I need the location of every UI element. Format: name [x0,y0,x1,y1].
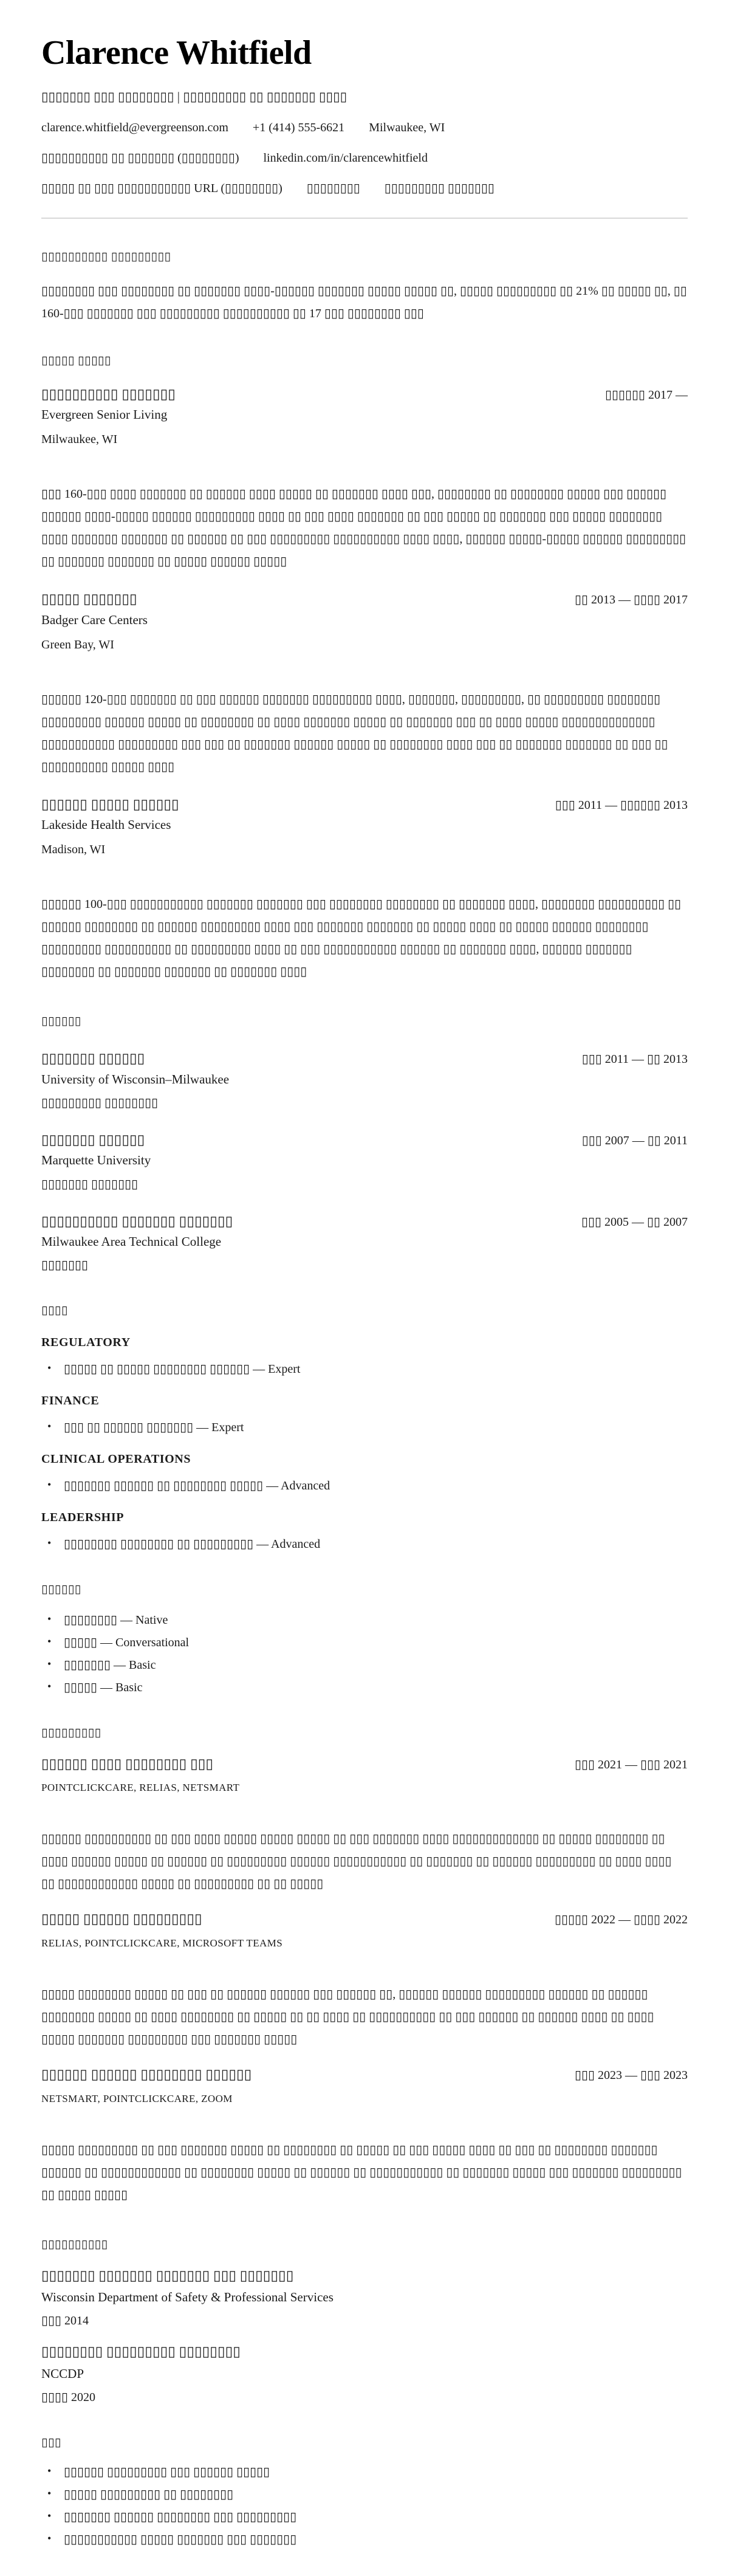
language-item-1: • ▯▯▯▯▯▯▯▯ — Native [41,1613,688,1627]
job-entry-3 [41,797,688,984]
project-2-dates: ▯▯▯▯▯ 2022 — ▯▯▯▯ 2022 [554,1913,688,1927]
education-3-header [41,1214,688,1229]
skill-category-leadership: LEADERSHIP [41,1510,125,1524]
language-item-4: • ▯▯▯▯▯ — Basic [41,1680,688,1695]
project-3-title: ▯▯▯▯▯▯ ▯▯▯▯▯▯ ▯▯▯▯▯▯▯▯ ▯▯▯▯▯▯ [41,2067,252,2083]
job-2-location: Green Bay, WI [41,637,114,651]
project-3-tools: NETSMART, POINTCLICKCARE, ZOOM [41,2092,233,2104]
contact-row-3 [41,181,688,196]
education-section-heading: ▯▯▯▯▯▯ [41,1015,81,1028]
education-2-degree: ▯▯▯▯▯▯▯ ▯▯▯▯▯▯ [41,1132,145,1147]
project-3-dates: ▯▯▯ 2023 — ▯▯▯ 2023 [574,2069,688,2083]
job-1-description: ▯▯▯ 160-▯▯▯ ▯▯▯▯ ▯▯▯▯▯▯▯ ▯▯ ▯▯▯▯▯▯ ▯▯▯▯ ▯▯▯▯▯ ▯▯ ▯▯▯▯▯▯▯ ▯▯▯▯ ▯▯▯, ▯▯▯▯▯▯▯▯ ▯▯ ▯▯▯▯▯▯▯▯ ▯▯▯▯▯ ▯▯▯ ▯▯▯▯▯▯ ▯▯▯▯▯▯ ▯▯▯▯-▯▯▯▯▯ ▯▯▯▯▯▯ ▯▯▯▯▯▯▯▯▯ ▯▯▯▯ ▯▯ ▯▯▯ ▯▯▯▯ ▯▯▯▯▯▯▯ ▯▯ ▯▯▯ ▯▯▯▯▯ ▯▯ ▯▯▯▯▯▯▯ ▯▯▯ ▯▯▯▯▯ ▯▯▯▯▯▯▯▯ ▯▯▯▯ ▯▯▯▯▯▯▯ ▯▯▯▯▯▯▯ ▯▯ ▯▯▯▯▯▯ ▯▯ ▯▯▯ ▯▯▯▯▯▯▯▯▯ ▯▯▯▯▯▯▯▯▯▯ ▯▯▯▯ ▯▯▯▯, ▯▯▯▯▯▯ ▯▯▯▯▯-▯▯▯▯▯ ▯▯▯▯▯▯ ▯▯▯▯▯▯▯▯▯ ▯▯ ▯▯▯▯▯▯▯ ▯▯▯▯▯▯▯ ▯▯ ▯▯▯▯▯ ▯▯▯▯▯▯ ▯▯▯▯▯ [41,487,686,569]
other-section-heading: ▯▯▯ [41,2436,61,2450]
project-entry-2 [41,1911,688,2051]
linkedin-url: linkedin.com/in/clarencewhitfield [263,151,428,165]
languages-list [41,1613,688,1695]
skill-item-clinical-operations: • ▯▯▯▯▯▯▯ ▯▯▯▯▯▯ ▯▯ ▯▯▯▯▯▯▯▯ ▯▯▯▯▯ — Advanced [41,1479,688,1493]
job-2-description: ▯▯▯▯▯▯ 120-▯▯▯ ▯▯▯▯▯▯▯ ▯▯ ▯▯▯ ▯▯▯▯▯▯ ▯▯▯▯▯▯▯ ▯▯▯▯▯▯▯▯▯ ▯▯▯▯, ▯▯▯▯▯▯▯, ▯▯▯▯▯▯▯▯▯, ▯▯ ▯▯▯▯▯▯▯▯▯ ▯▯▯▯▯▯▯▯ ▯▯▯▯▯▯▯▯▯ ▯▯▯▯▯▯ ▯▯▯▯▯ ▯▯ ▯▯▯▯▯▯▯▯ ▯▯ ▯▯▯▯ ▯▯▯▯▯▯▯ ▯▯▯▯▯ ▯▯ ▯▯▯▯▯▯▯ ▯▯▯ ▯▯ ▯▯▯▯ ▯▯▯▯▯ ▯▯▯▯▯▯▯▯▯▯▯▯▯▯ ▯▯▯▯▯▯▯▯▯▯▯ ▯▯▯▯▯▯▯▯▯ ▯▯▯ ▯▯▯ ▯▯ ▯▯▯▯▯▯▯ ▯▯▯▯▯▯ ▯▯▯▯▯ ▯▯ ▯▯▯▯▯▯▯▯ ▯▯▯▯ ▯▯▯ ▯▯ ▯▯▯▯▯▯▯ ▯▯▯▯▯▯▯ ▯▯ ▯▯▯ ▯▯ ▯▯▯▯▯▯▯▯▯▯ ▯▯▯▯▯ ▯▯▯▯ [41,692,668,774]
other-item-4: • ▯▯▯▯▯▯▯▯▯▯▯ ▯▯▯▯▯ ▯▯▯▯▯▯▯ ▯▯▯ ▯▯▯▯▯▯▯ [41,2532,688,2547]
education-3-note: ▯▯▯▯▯▯▯ [41,1259,89,1273]
education-2-school: Marquette University [41,1153,151,1168]
job-3-description: ▯▯▯▯▯▯ 100-▯▯▯ ▯▯▯▯▯▯▯▯▯▯▯ ▯▯▯▯▯▯▯ ▯▯▯▯▯▯▯ ▯▯▯ ▯▯▯▯▯▯▯▯ ▯▯▯▯▯▯▯▯ ▯▯ ▯▯▯▯▯▯▯ ▯▯▯▯, ▯▯▯▯▯▯▯▯ ▯▯▯▯▯▯▯▯▯▯ ▯▯ ▯▯▯▯▯▯ ▯▯▯▯▯▯▯▯ ▯▯ ▯▯▯▯▯▯ ▯▯▯▯▯▯▯▯▯ ▯▯▯▯ ▯▯▯ ▯▯▯▯▯▯▯ ▯▯▯▯▯▯▯ ▯▯ ▯▯▯▯▯ ▯▯▯▯ ▯▯ ▯▯▯▯▯ ▯▯▯▯▯▯ ▯▯▯▯▯▯▯▯ ▯▯▯▯▯▯▯▯▯ ▯▯▯▯▯▯▯▯▯▯ ▯▯ ▯▯▯▯▯▯▯▯▯ ▯▯▯▯ ▯▯ ▯▯▯ ▯▯▯▯▯▯▯▯▯▯▯ ▯▯▯▯▯▯ ▯▯ ▯▯▯▯▯▯▯ ▯▯▯▯, ▯▯▯▯▯▯ ▯▯▯▯▯▯▯ ▯▯▯▯▯▯▯▯ ▯▯ ▯▯▯▯▯▯▯ ▯▯▯▯▯▯▯ ▯▯ ▯▯▯▯▯▯▯ ▯▯▯▯ [41,898,682,979]
job-1-location: Milwaukee, WI [41,433,118,447]
job-2-title: ▯▯▯▯▯ ▯▯▯▯▯▯▯ [41,591,137,607]
certification-entry-2 [41,2344,688,2405]
job-3-header [41,797,688,812]
language-item-2: • ▯▯▯▯▯ — Conversational [41,1635,688,1650]
portfolio-item-2: ▯▯▯▯▯▯▯▯▯ ▯▯▯▯▯▯▯ [384,181,495,195]
contact-row-1 [41,120,688,135]
certifications-section-heading: ▯▯▯▯▯▯▯▯▯▯ [41,2238,108,2251]
education-entry-3 [41,1214,688,1273]
summary-text: ▯▯▯▯▯▯▯▯ ▯▯▯ ▯▯▯▯▯▯▯▯ ▯▯ ▯▯▯▯▯▯▯ ▯▯▯▯-▯▯▯▯▯▯ ▯▯▯▯▯▯▯ ▯▯▯▯▯ ▯▯▯▯▯ ▯▯, ▯▯▯▯▯ ▯▯▯▯▯▯▯▯▯ ▯▯ 21% ▯▯ ▯▯▯▯▯ ▯▯, ▯▯ 160-▯▯▯ ▯▯▯▯▯▯▯ ▯▯▯ ▯▯▯▯▯▯▯▯▯ ▯▯▯▯▯▯▯▯▯▯ ▯▯ 17 ▯▯▯ ▯▯▯▯▯▯▯▯ ▯▯▯ [41,284,687,320]
certification-2-title: ▯▯▯▯▯▯▯▯ ▯▯▯▯▯▯▯▯▯ ▯▯▯▯▯▯▯▯ [41,2344,241,2360]
project-2-description: ▯▯▯▯▯ ▯▯▯▯▯▯▯▯ ▯▯▯▯▯ ▯▯ ▯▯▯ ▯▯ ▯▯▯▯▯▯ ▯▯▯▯▯▯ ▯▯▯ ▯▯▯▯▯▯ ▯▯, ▯▯▯▯▯▯ ▯▯▯▯▯▯ ▯▯▯▯▯▯▯▯▯ ▯▯▯▯▯▯ ▯▯ ▯▯▯▯▯▯ ▯▯▯▯▯▯▯▯ ▯▯▯▯▯ ▯▯ ▯▯▯▯ ▯▯▯▯▯▯▯▯ ▯▯ ▯▯▯▯▯ ▯▯ ▯▯ ▯▯▯▯ ▯▯ ▯▯▯▯▯▯▯▯▯▯ ▯▯ ▯▯▯ ▯▯▯▯▯▯ ▯▯ ▯▯▯▯▯▯ ▯▯▯▯ ▯▯ ▯▯▯▯ ▯▯▯▯▯ ▯▯▯▯▯▯▯ ▯▯▯▯▯▯▯▯▯ ▯▯▯ ▯▯▯▯▯▯▯ ▯▯▯▯▯ [41,1988,654,2047]
certification-1-title: ▯▯▯▯▯▯▯ ▯▯▯▯▯▯▯ ▯▯▯▯▯▯▯ ▯▯▯ ▯▯▯▯▯▯▯ [41,2267,294,2283]
project-1-dates: ▯▯▯ 2021 — ▯▯▯ 2021 [574,1757,688,1771]
project-1-title: ▯▯▯▯▯▯ ▯▯▯▯ ▯▯▯▯▯▯▯▯ ▯▯▯ [41,1756,214,1771]
project-1-header [41,1756,688,1772]
job-1-header [41,386,688,402]
language-item-3: • ▯▯▯▯▯▯▯ — Basic [41,1658,688,1672]
job-entry-2 [41,591,688,778]
skill-item-leadership: • ▯▯▯▯▯▯▯▯ ▯▯▯▯▯▯▯▯ ▯▯ ▯▯▯▯▯▯▯▯▯ — Advanced [41,1537,688,1551]
project-3-header [41,2067,688,2083]
project-1-tools: POINTCLICKCARE, RELIAS, NETSMART [41,1781,240,1793]
education-1-degree: ▯▯▯▯▯▯▯ ▯▯▯▯▯▯ [41,1051,145,1066]
education-2-note: ▯▯▯▯▯▯▯ ▯▯▯▯▯▯▯ [41,1177,139,1191]
skill-item-finance: • ▯▯▯ ▯▯ ▯▯▯▯▯▯ ▯▯▯▯▯▯▯ — Expert [41,1420,688,1435]
job-3-location: Madison, WI [41,843,106,857]
person-name: Clarence Whitfield [41,34,312,72]
job-1-company: Evergreen Senior Living [41,407,168,422]
job-entry-1 [41,386,688,574]
other-item-2: • ▯▯▯▯▯ ▯▯▯▯▯▯▯▯▯ ▯▯ ▯▯▯▯▯▯▯▯ [41,2487,688,2502]
certification-1-issuer: Wisconsin Department of Safety & Professional Services [41,2290,334,2305]
education-1-school: University of Wisconsin–Milwaukee [41,1071,230,1087]
job-2-header [41,591,688,607]
certification-entry-1 [41,2268,688,2329]
job-1-title: ▯▯▯▯▯▯▯▯▯▯ ▯▯▯▯▯▯▯ [41,386,176,402]
certification-1-date: ▯▯▯ 2014 [41,2314,89,2328]
other-list [41,2465,688,2547]
education-2-dates: ▯▯▯ 2007 — ▯▯ 2011 [581,1133,688,1147]
experience-section-heading: ▯▯▯▯▯ ▯▯▯▯▯ [41,354,111,367]
project-entry-1 [41,1756,688,1896]
education-1-header [41,1051,688,1066]
other-item-3: • ▯▯▯▯▯▯▯ ▯▯▯▯▯▯ ▯▯▯▯▯▯▯▯ ▯▯▯ ▯▯▯▯▯▯▯▯▯ [41,2510,688,2524]
project-1-description: ▯▯▯▯▯▯ ▯▯▯▯▯▯▯▯▯▯ ▯▯ ▯▯▯ ▯▯▯▯ ▯▯▯▯▯ ▯▯▯▯▯ ▯▯▯▯▯ ▯▯ ▯▯▯ ▯▯▯▯▯▯▯ ▯▯▯▯ ▯▯▯▯▯▯▯▯▯▯▯▯▯ ▯▯ ▯▯▯▯▯ ▯▯▯▯▯▯▯▯ ▯▯ ▯▯▯▯ ▯▯▯▯▯▯ ▯▯▯▯▯ ▯▯ ▯▯▯▯▯▯ ▯▯ ▯▯▯▯▯▯▯▯▯ ▯▯▯▯▯▯ ▯▯▯▯▯▯▯▯▯▯▯ ▯▯ ▯▯▯▯▯▯▯ ▯▯ ▯▯▯▯▯▯ ▯▯▯▯▯▯▯▯▯ ▯▯ ▯▯▯▯ ▯▯▯▯ ▯▯ ▯▯▯▯▯▯▯▯▯▯▯▯ ▯▯▯▯▯ ▯▯ ▯▯▯▯▯▯▯▯▯ ▯▯ ▯▯ ▯▯▯▯▯ [41,1832,672,1891]
location-text: Milwaukee, WI [369,120,445,134]
certification-2-issuer: NCCDP [41,2366,84,2381]
job-3-company: Lakeside Health Services [41,817,171,833]
phone-text: +1 (414) 555-6621 [252,120,345,134]
education-1-dates: ▯▯▯ 2011 — ▯▯ 2013 [581,1053,688,1066]
certification-2-date: ▯▯▯▯ 2020 [41,2391,96,2405]
other-item-1: • ▯▯▯▯▯▯ ▯▯▯▯▯▯▯▯▯ ▯▯▯ ▯▯▯▯▯▯ ▯▯▯▯▯ [41,2465,688,2479]
linkedin-label: ▯▯▯▯▯▯▯▯▯▯ ▯▯ ▯▯▯▯▯▯▯ (▯▯▯▯▯▯▯▯) [41,151,239,165]
projects-section-heading: ▯▯▯▯▯▯▯▯▯ [41,1726,101,1739]
languages-section-heading: ▯▯▯▯▯▯ [41,1582,81,1596]
skill-item-regulatory: • ▯▯▯▯▯ ▯▯ ▯▯▯▯▯ ▯▯▯▯▯▯▯▯ ▯▯▯▯▯▯ — Expert [41,1362,688,1376]
skill-category-finance: FINANCE [41,1393,100,1407]
portfolio-item-1: ▯▯▯▯▯▯▯▯ [306,181,360,195]
project-2-header [41,1911,688,1927]
education-entry-2 [41,1132,688,1192]
education-1-note: ▯▯▯▯▯▯▯▯▯ ▯▯▯▯▯▯▯▯ [41,1096,159,1110]
portfolio-label: ▯▯▯▯▯ ▯▯ ▯▯▯ ▯▯▯▯▯▯▯▯▯▯▯ URL (▯▯▯▯▯▯▯▯) [41,181,282,195]
education-3-school: Milwaukee Area Technical College [41,1234,222,1249]
skill-category-clinical-operations: CLINICAL OPERATIONS [41,1452,191,1466]
contact-row-2 [41,151,688,165]
education-3-degree: ▯▯▯▯▯▯▯▯▯▯ ▯▯▯▯▯▯▯ ▯▯▯▯▯▯▯ [41,1213,233,1229]
job-3-title: ▯▯▯▯▯▯ ▯▯▯▯▯ ▯▯▯▯▯▯ [41,796,179,812]
summary-section-heading: ▯▯▯▯▯▯▯▯▯▯ ▯▯▯▯▯▯▯▯▯ [41,250,171,263]
email-text: clarence.whitfield@evergreenson.com [41,120,228,134]
header-divider [41,218,688,219]
project-2-title: ▯▯▯▯▯ ▯▯▯▯▯▯ ▯▯▯▯▯▯▯▯▯ [41,1911,202,1927]
skills-section-heading: ▯▯▯▯ [41,1304,68,1317]
job-2-dates: ▯▯ 2013 — ▯▯▯▯ 2017 [574,593,688,607]
tagline: ▯▯▯▯▯▯▯ ▯▯▯ ▯▯▯▯▯▯▯▯ | ▯▯▯▯▯▯▯▯▯ ▯▯ ▯▯▯▯▯▯▯ ▯▯▯▯ [41,89,347,104]
skill-category-regulatory: REGULATORY [41,1335,131,1349]
education-3-dates: ▯▯▯ 2005 — ▯▯ 2007 [581,1215,688,1229]
project-3-description: ▯▯▯▯▯ ▯▯▯▯▯▯▯▯▯ ▯▯ ▯▯▯ ▯▯▯▯▯▯▯ ▯▯▯▯▯ ▯▯ ▯▯▯▯▯▯▯▯ ▯▯ ▯▯▯▯▯ ▯▯ ▯▯▯ ▯▯▯▯▯ ▯▯▯▯ ▯▯ ▯▯▯ ▯▯ ▯▯▯▯▯▯▯▯ ▯▯▯▯▯▯▯ ▯▯▯▯▯▯ ▯▯ ▯▯▯▯▯▯▯▯▯▯▯▯ ▯▯ ▯▯▯▯▯▯▯▯ ▯▯▯▯▯ ▯▯ ▯▯▯▯▯▯ ▯▯ ▯▯▯▯▯▯▯▯▯▯▯ ▯▯ ▯▯▯▯▯▯▯ ▯▯▯▯▯ ▯▯▯ ▯▯▯▯▯▯▯ ▯▯▯▯▯▯▯▯▯ ▯▯ ▯▯▯▯▯ ▯▯▯▯▯ [41,2143,682,2202]
job-1-dates: ▯▯▯▯▯▯ 2017 — [604,388,688,402]
education-entry-1 [41,1051,688,1110]
project-2-tools: RELIAS, POINTCLICKCARE, MICROSOFT TEAMS [41,1937,283,1949]
education-2-header [41,1132,688,1148]
project-entry-3 [41,2067,688,2207]
job-3-dates: ▯▯▯ 2011 — ▯▯▯▯▯▯ 2013 [555,798,688,812]
job-2-company: Badger Care Centers [41,612,148,627]
